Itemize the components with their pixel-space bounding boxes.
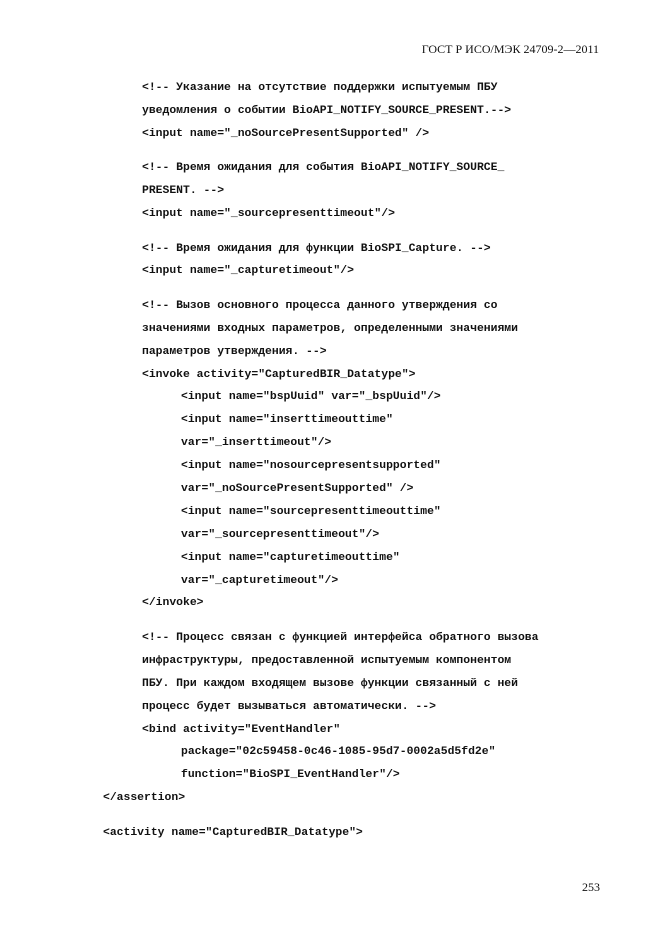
code-line: var="_capturetimeout"/> — [181, 574, 339, 587]
blank-gap — [0, 283, 661, 295]
code-line: <input name="_noSourcePresentSupported" /> — [142, 127, 430, 140]
code-line: <!-- Время ожидания для события BioAPI_NOTIFY_SOURCE_ — [142, 162, 505, 175]
code-listing — [0, 77, 661, 845]
code-line: <input name="nosourcepresentsupported" — [181, 460, 441, 473]
code-line: function="BioSPI_EventHandler"/> — [181, 769, 400, 782]
code-line: <input name="capturetimeouttime" — [181, 551, 400, 564]
code-line: <input name="sourcepresenttimeouttime" — [181, 505, 441, 518]
code-line: var="_noSourcePresentSupported" /> — [181, 483, 414, 496]
page-number: 253 — [582, 880, 600, 894]
code-line: <input name="_capturetimeout"/> — [142, 265, 354, 278]
code-line: уведомления о событии BioAPI_NOTIFY_SOURCE_PRESENT.--> — [142, 104, 512, 117]
code-line: <activity name="CapturedBIR_Datatype"> — [103, 826, 363, 839]
blank-gap — [0, 810, 661, 822]
code-line: <input name="bspUuid" var="_bspUuid"/> — [181, 391, 441, 404]
code-line: инфраструктуры, предоставленной испытуемым компонентом — [142, 654, 512, 667]
code-line: процесс будет вызываться автоматически. --> — [142, 700, 436, 713]
blank-gap — [0, 226, 661, 238]
code-line: PRESENT. --> — [142, 185, 225, 198]
code-line: <invoke activity="CapturedBIR_Datatype"> — [142, 368, 416, 381]
code-line: <input name="inserttimeouttime" — [181, 414, 393, 427]
blank-gap — [0, 146, 661, 158]
code-line: var="_sourcepresenttimeout"/> — [181, 528, 380, 541]
code-line: var="_inserttimeout"/> — [181, 437, 332, 450]
code-line: </invoke> — [142, 597, 204, 610]
code-line: <input name="_sourcepresenttimeout"/> — [142, 208, 395, 221]
document-header: ГОСТ Р ИСО/МЭК 24709-2—2011 — [421, 42, 599, 56]
code-line: package="02c59458-0c46-1085-95d7-0002a5d5fd2e" — [181, 746, 496, 759]
code-line: <!-- Указание на отсутствие поддержки испытуемым ПБУ — [142, 82, 498, 94]
blank-gap — [0, 615, 661, 627]
code-line: <!-- Время ожидания для функции BioSPI_Capture. --> — [142, 242, 491, 255]
code-line: ПБУ. При каждом входящем вызове функции связанный с ней — [142, 677, 518, 690]
code-line: <!-- Процесс связан с функцией интерфейса обратного вызова — [142, 631, 539, 644]
code-line: <!-- Вызов основного процесса данного утверждения со — [142, 299, 498, 312]
code-line: значениями входных параметров, определенными значениями — [142, 322, 518, 335]
code-line: </assertion> — [103, 792, 186, 805]
code-line: параметров утверждения. --> — [142, 345, 327, 358]
code-line: <bind activity="EventHandler" — [142, 723, 341, 736]
